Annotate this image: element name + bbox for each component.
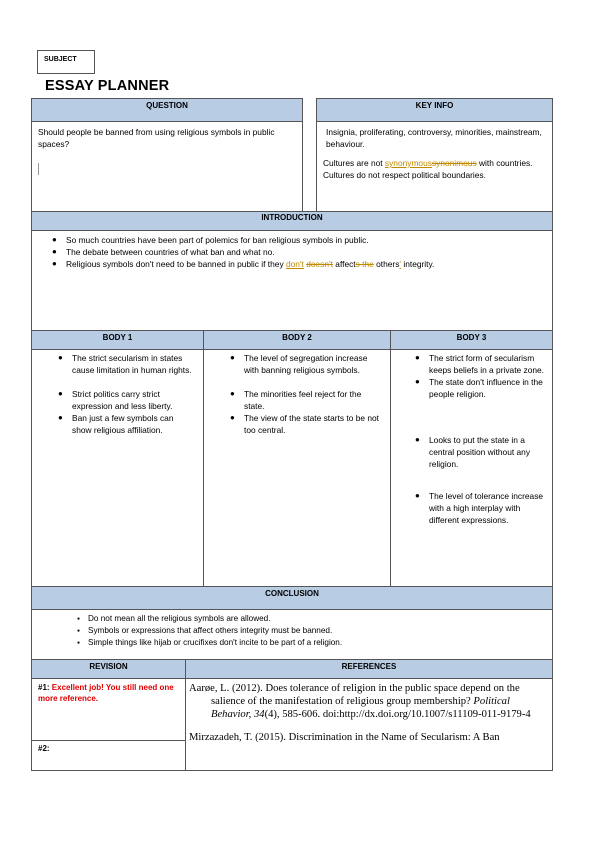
revision-2-label: #2: xyxy=(38,744,50,753)
body2-cell[interactable] xyxy=(203,349,391,587)
list-item: ● Strict politics carry strict expression and less liberty. xyxy=(54,388,195,412)
list-item: ● So much countries have been part of polemics for ban religious symbols in public. xyxy=(48,234,536,246)
revision-header: REVISION xyxy=(31,659,186,679)
deleted-text: doesn't xyxy=(306,259,333,269)
conclusion-cell[interactable] xyxy=(31,609,553,660)
list-item: ● Symbols or expressions that affect others integrity must be banned. xyxy=(72,625,532,637)
introduction-header: INTRODUCTION xyxy=(31,211,553,231)
deleted-text: synonimous xyxy=(431,158,477,168)
body2-list xyxy=(226,352,382,436)
text-cursor xyxy=(38,163,39,175)
subject-label: SUBJECT xyxy=(44,56,77,63)
body1-list xyxy=(54,352,195,436)
reference-item: Mirzazadeh, T. (2015). Discrimination in the Name of Secularism: A Ban xyxy=(189,732,500,743)
revision-1-comment: Excellent job! You still need one more reference. xyxy=(38,683,174,703)
key-info-line1: Insignia, proliferating, controversy, minorities, mainstream, behaviour. xyxy=(326,127,542,149)
page-title: ESSAY PLANNER xyxy=(45,78,170,94)
revision-1-label: #1: xyxy=(38,683,50,692)
body1-cell[interactable] xyxy=(31,349,204,587)
list-item: ● Ban just a few symbols can show religious affiliation. xyxy=(54,412,195,436)
key-info-cell[interactable] xyxy=(316,121,553,212)
deleted-text: s the xyxy=(355,259,374,269)
conclusion-list xyxy=(72,613,532,649)
list-item: ● The state don't influence in the people religion. xyxy=(411,376,544,400)
key-info-line2: Cultures are not synonymoussynonimous with countries. Cultures do not respect political boundaries. xyxy=(323,158,533,180)
list-item: ● The level of tolerance increase with a high interplay with different expressions. xyxy=(411,490,544,526)
revision-2-cell[interactable] xyxy=(31,740,186,771)
question-text: Should people be banned from using religious symbols in public spaces? xyxy=(38,127,275,149)
reference-item: Aarøe, L. (2012). Does tolerance of religion in the public space depend on the salience of the manifestation of religious group membership? Political Behavior, 34(4), 585-606. doi:http://dx.doi.org/10.1007/s11109-011-9179-4 xyxy=(189,683,531,720)
list-item: ● Simple things like hijab or crucifixes don't incite to be part of a religion. xyxy=(72,637,532,649)
question-cell[interactable] xyxy=(31,121,303,212)
list-item: ● Looks to put the state in a central position without any religion. xyxy=(411,434,544,470)
list-item: ● Do not mean all the religious symbols are allowed. xyxy=(72,613,532,625)
list-item: ● The strict secularism in states cause limitation in human rights. xyxy=(54,352,195,376)
list-item: ● The debate between countries of what ban and what no. xyxy=(48,246,536,258)
body1-header: BODY 1 xyxy=(31,330,204,350)
references-cell[interactable] xyxy=(185,678,553,771)
question-header: QUESTION xyxy=(31,98,303,122)
body3-cell[interactable] xyxy=(390,349,553,587)
list-item: ● The strict form of secularism keeps beliefs in a private zone. xyxy=(411,352,544,376)
subject-box xyxy=(37,50,95,74)
list-item: ● The view of the state starts to be not too central. xyxy=(226,412,382,436)
conclusion-header: CONCLUSION xyxy=(31,586,553,610)
introduction-list xyxy=(48,234,536,270)
body2-header: BODY 2 xyxy=(203,330,391,350)
body3-header: BODY 3 xyxy=(390,330,553,350)
list-item: ● The minorities feel reject for the state. xyxy=(226,388,382,412)
key-info-header: KEY INFO xyxy=(316,98,553,122)
references-header: REFERENCES xyxy=(185,659,553,679)
inserted-text: synonymous xyxy=(384,158,432,168)
list-item: ● Religious symbols don't need to be banned in public if they don't doesn't affects the others' integrity. xyxy=(48,258,536,270)
body3-list xyxy=(411,352,544,526)
inserted-text: don't xyxy=(285,259,304,269)
revision-1-cell[interactable] xyxy=(31,678,186,741)
inserted-text: ' xyxy=(399,259,402,269)
introduction-cell[interactable] xyxy=(31,230,553,331)
list-item: ● The level of segregation increase with banning religious symbols. xyxy=(226,352,382,376)
